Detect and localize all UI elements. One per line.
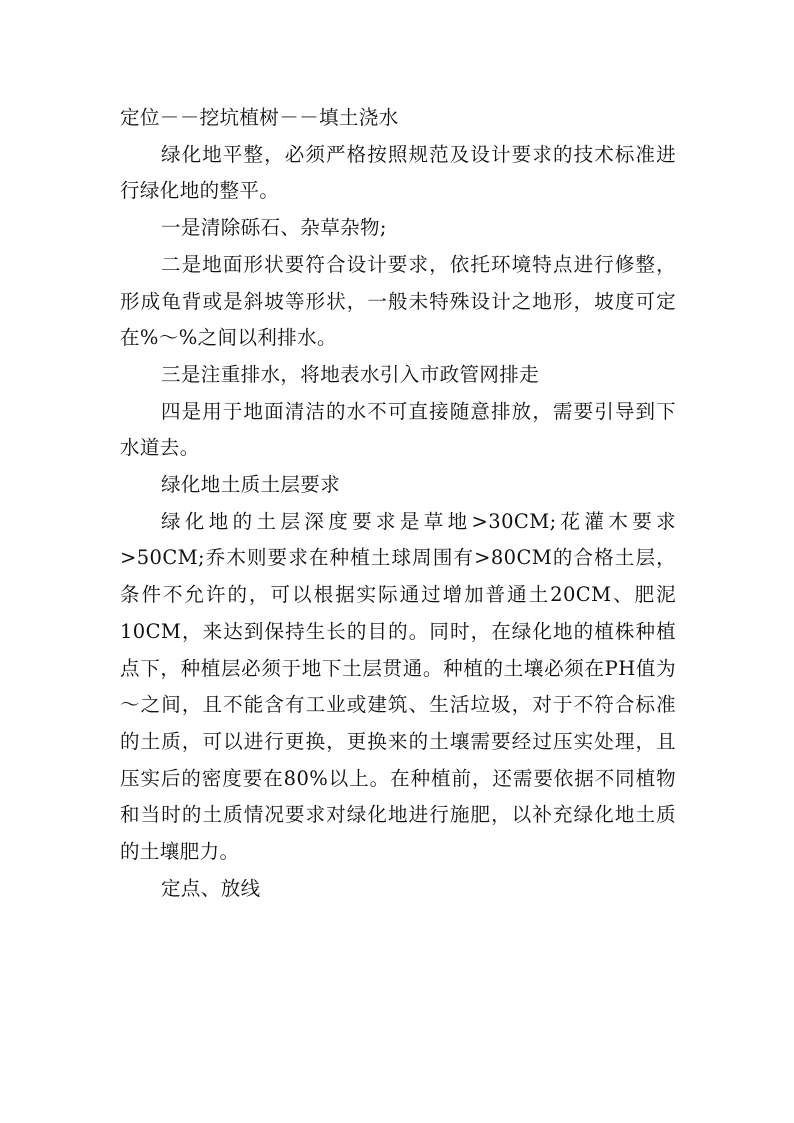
paragraph: 绿化地的土层深度要求是草地>30CM;花灌木要求>50CM;乔木则要求在种植土球周围有>80CM的合格土层，条件不允许的，可以根据实际通过增加普通土20CM、肥泥10CM，来达到保持生长的目的。同时，在绿化地的植株种植点下，种植层必须于地下土层贯通。种植的土壤必须在PH值为～之间，且不能含有工业或建筑、生活垃圾，对于不符合标准的土质，可以进行更换，更换来的土壤需要经过压实处理，且压实后的密度要在80%以上。在种植前，还需要依据不同植物和当时的土质情况要求对绿化地进行施肥，以补充绿化地土质的土壤肥力。 <box>120 509 676 864</box>
paragraph: 二是地面形状要符合设计要求，依托环境特点进行修整，形成龟背或是斜坡等形状，一般未特殊设计之地形，坡度可定在%～%之间以利排水。 <box>120 252 676 350</box>
paragraph-heading: 定位－－挖坑植树－－填土浇水 <box>120 106 399 129</box>
section-heading: 定点、放线 <box>161 876 261 900</box>
paragraph: 绿化地平整，必须严格按照规范及设计要求的技术标准进行绿化地的整平。 <box>120 142 676 203</box>
paragraph: 四是用于地面清洁的水不可直接随意排放，需要引导到下水道去。 <box>120 399 676 460</box>
section-heading: 绿化地土质土层要求 <box>161 473 341 497</box>
paragraph: 三是注重排水，将地表水引入市政管网排走 <box>161 362 540 386</box>
document-body <box>120 100 676 907</box>
paragraph: 一是清除砾石、杂草杂物; <box>161 216 387 240</box>
